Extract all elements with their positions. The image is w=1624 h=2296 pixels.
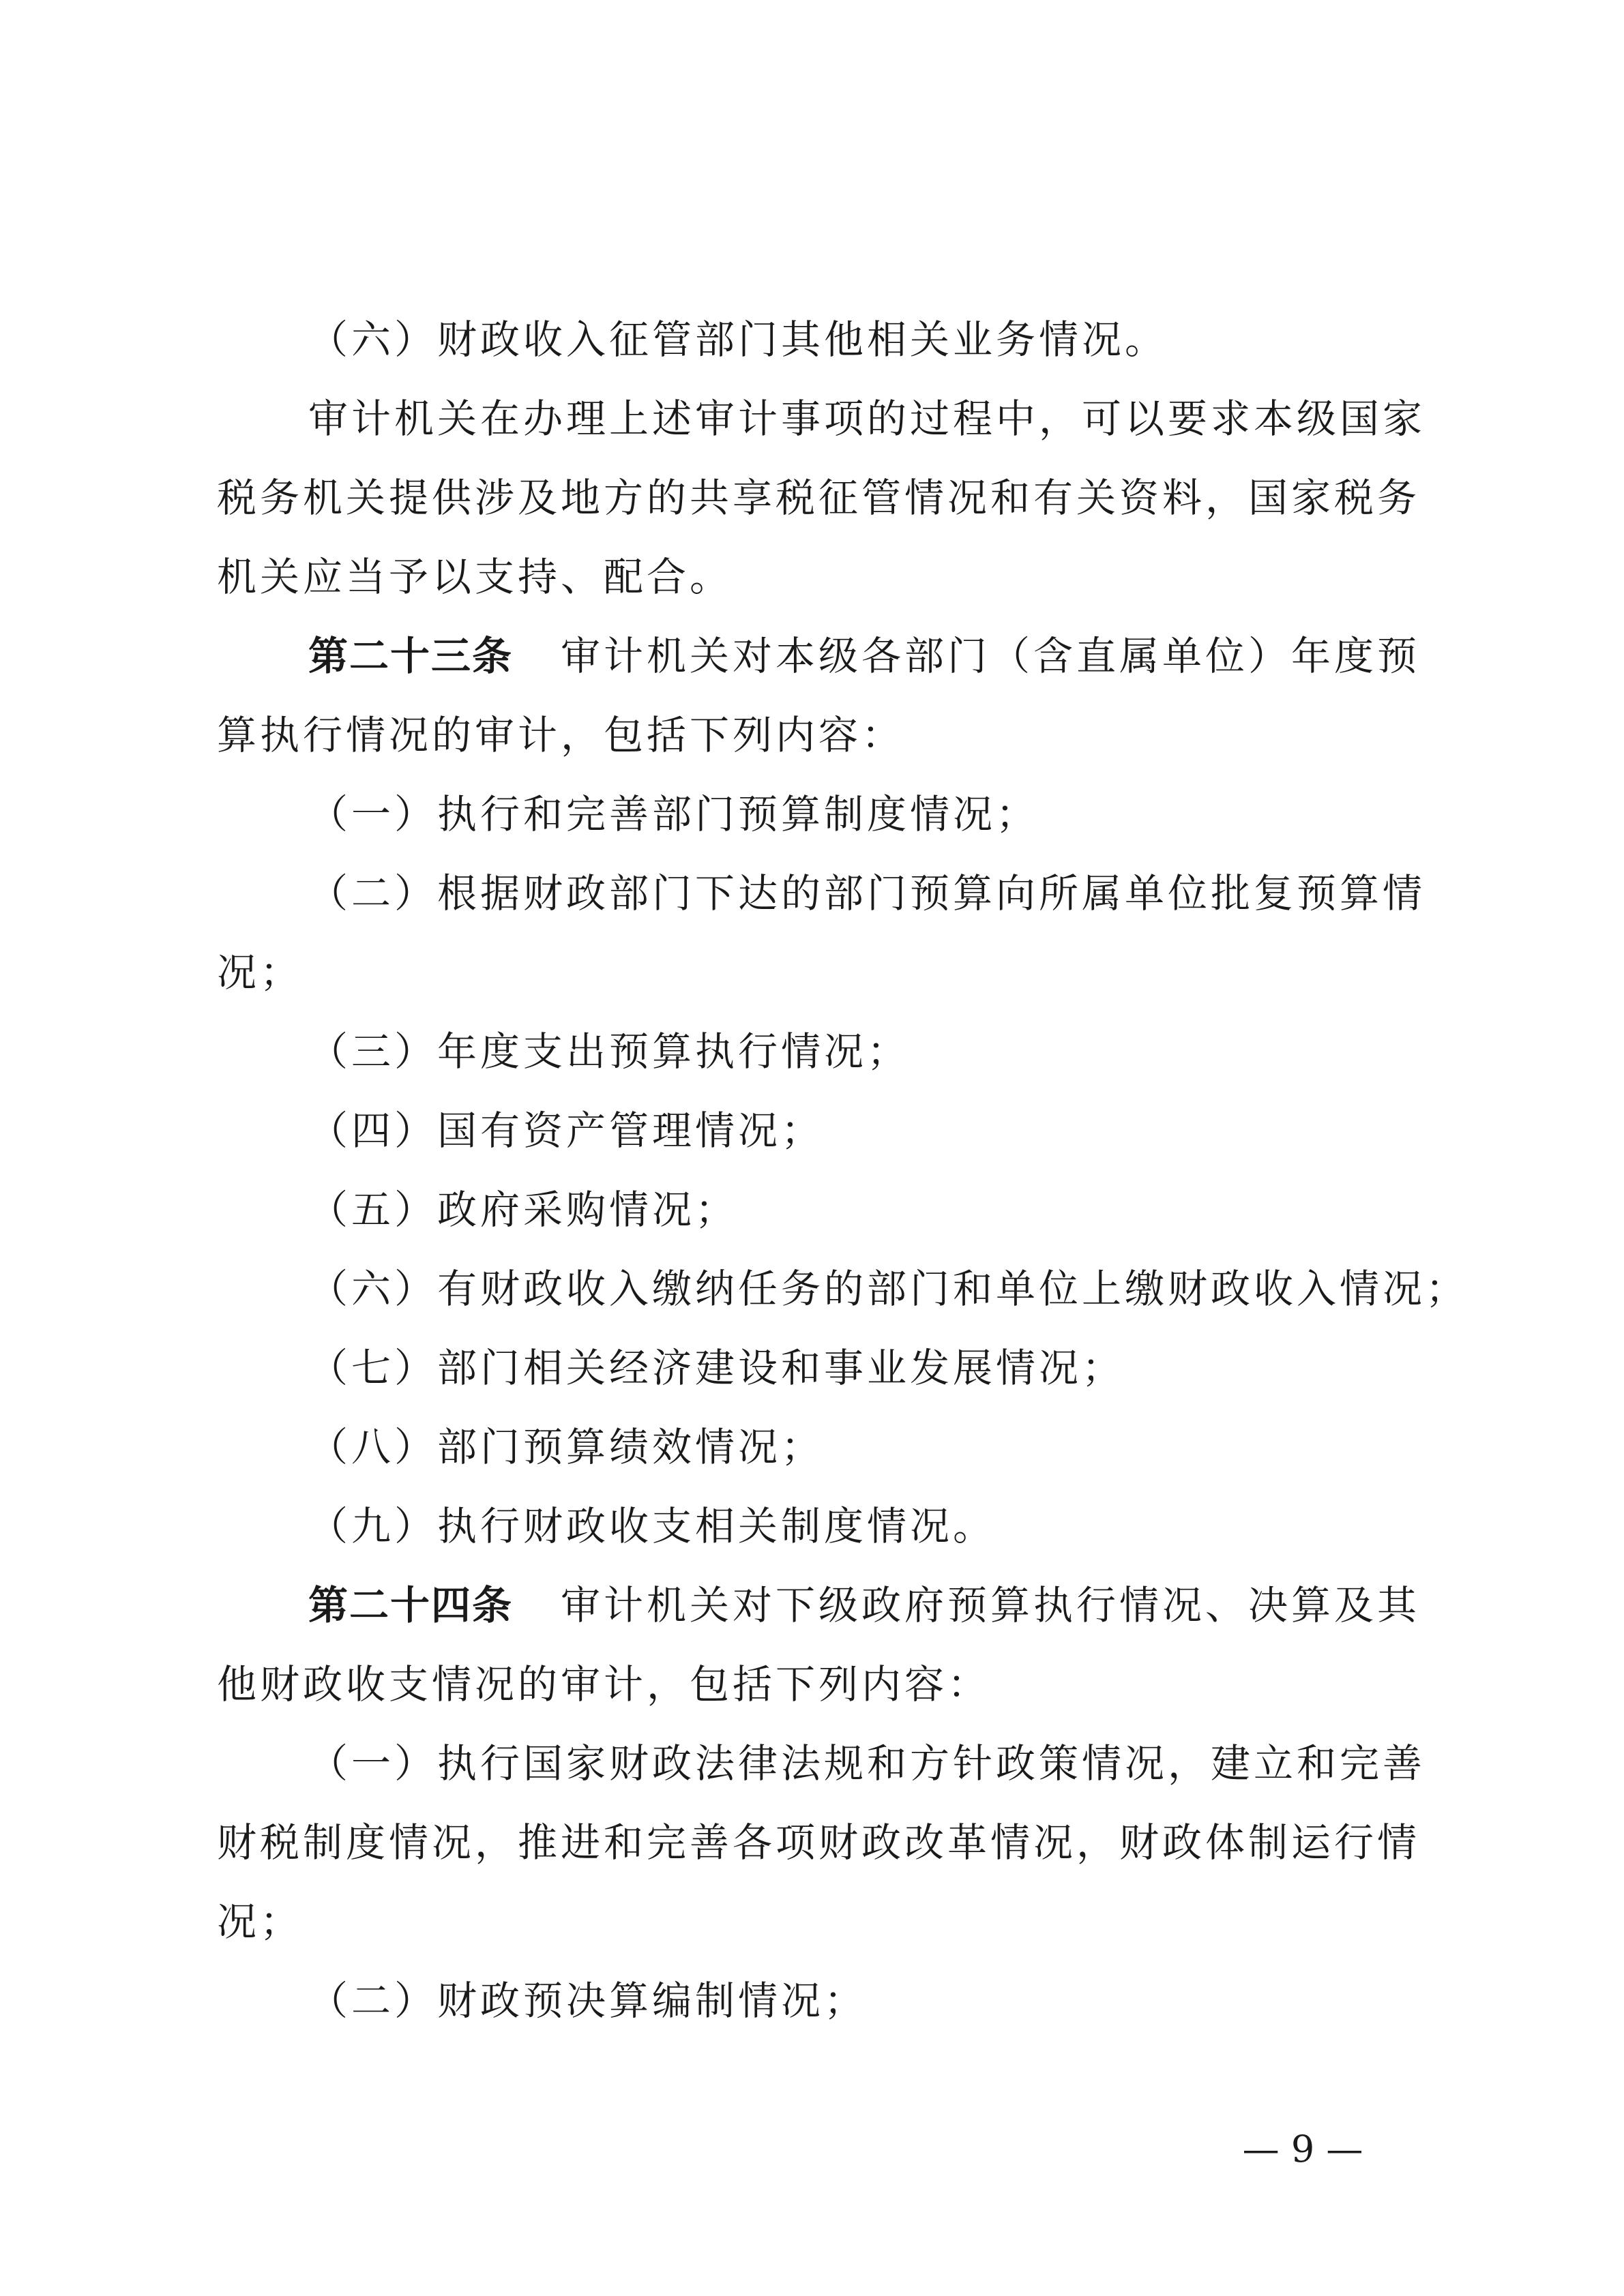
line-text: （一）执行国家财政法律法规和方针政策情况，建立和完善 [308, 1740, 1426, 1787]
article-number: 第二十三条 [308, 633, 514, 679]
line-text: （二）财政预决算编制情况； [308, 1978, 868, 2024]
line-text: 他财政收支情况的审计，包括下列内容： [217, 1661, 991, 1708]
line-text: （九）执行财政收支相关制度情况。 [308, 1503, 996, 1549]
text-line [217, 1012, 1417, 1091]
body-text [217, 300, 1469, 2040]
line-text: （六）财政收入征管部门其他相关业务情况。 [308, 316, 1168, 363]
article-line [217, 1566, 1421, 1645]
text-line [217, 933, 1417, 1012]
article-number: 第二十四条 [308, 1582, 514, 1628]
text-line [217, 1407, 1417, 1487]
line-text: （二）根据财政部门下达的部门预算向所属单位批复预算情 [308, 870, 1426, 916]
line-text: （四）国有资产管理情况； [308, 1107, 825, 1154]
text-line [217, 1803, 1421, 1882]
line-text: （七）部门相关经济建设和事业发展情况； [308, 1345, 1125, 1391]
line-text: 审计机关对下级政府预算执行情况、决算及其 [561, 1582, 1421, 1628]
text-line [217, 1091, 1417, 1170]
text-line [217, 1487, 1417, 1566]
line-text: 财税制度情况，推进和完善各项财政改革情况，财政体制运行情 [217, 1819, 1421, 1866]
text-line [217, 1961, 1417, 2040]
line-text: （六）有财政收入缴纳任务的部门和单位上缴财政收入情况； [308, 1266, 1469, 1312]
line-text: 况； [217, 949, 304, 996]
text-line [217, 1724, 1426, 1803]
line-text: 机关应当予以支持、配合。 [217, 554, 733, 600]
line-text: （三）年度支出预算执行情况； [308, 1028, 911, 1075]
text-line [217, 537, 1417, 616]
line-text: 况； [217, 1898, 304, 1945]
text-line [217, 1249, 1469, 1328]
line-text: 税务机关提供涉及地方的共享税征管情况和有关资料，国家税务 [217, 475, 1421, 521]
line-text: 审计机关对本级各部门（含直属单位）年度预 [561, 633, 1421, 679]
text-line [217, 379, 1426, 458]
text-line [217, 696, 1417, 775]
text-line [217, 300, 1417, 379]
line-text: 审计机关在办理上述审计事项的过程中，可以要求本级国家 [308, 396, 1426, 442]
text-line [217, 775, 1417, 854]
page-number: — 9 — [1242, 2128, 1363, 2171]
line-text: （八）部门预算绩效情况； [308, 1424, 825, 1470]
line-text: （五）政府采购情况； [308, 1187, 739, 1233]
line-text: （一）执行和完善部门预算制度情况； [308, 791, 1039, 837]
article-line [217, 616, 1421, 696]
text-line [217, 1882, 1417, 1961]
text-line [217, 1328, 1417, 1407]
text-line [217, 854, 1426, 933]
text-line [217, 458, 1421, 537]
line-text: 算执行情况的审计，包括下列内容： [217, 712, 905, 758]
text-line [217, 1645, 1417, 1724]
text-line [217, 1170, 1417, 1249]
